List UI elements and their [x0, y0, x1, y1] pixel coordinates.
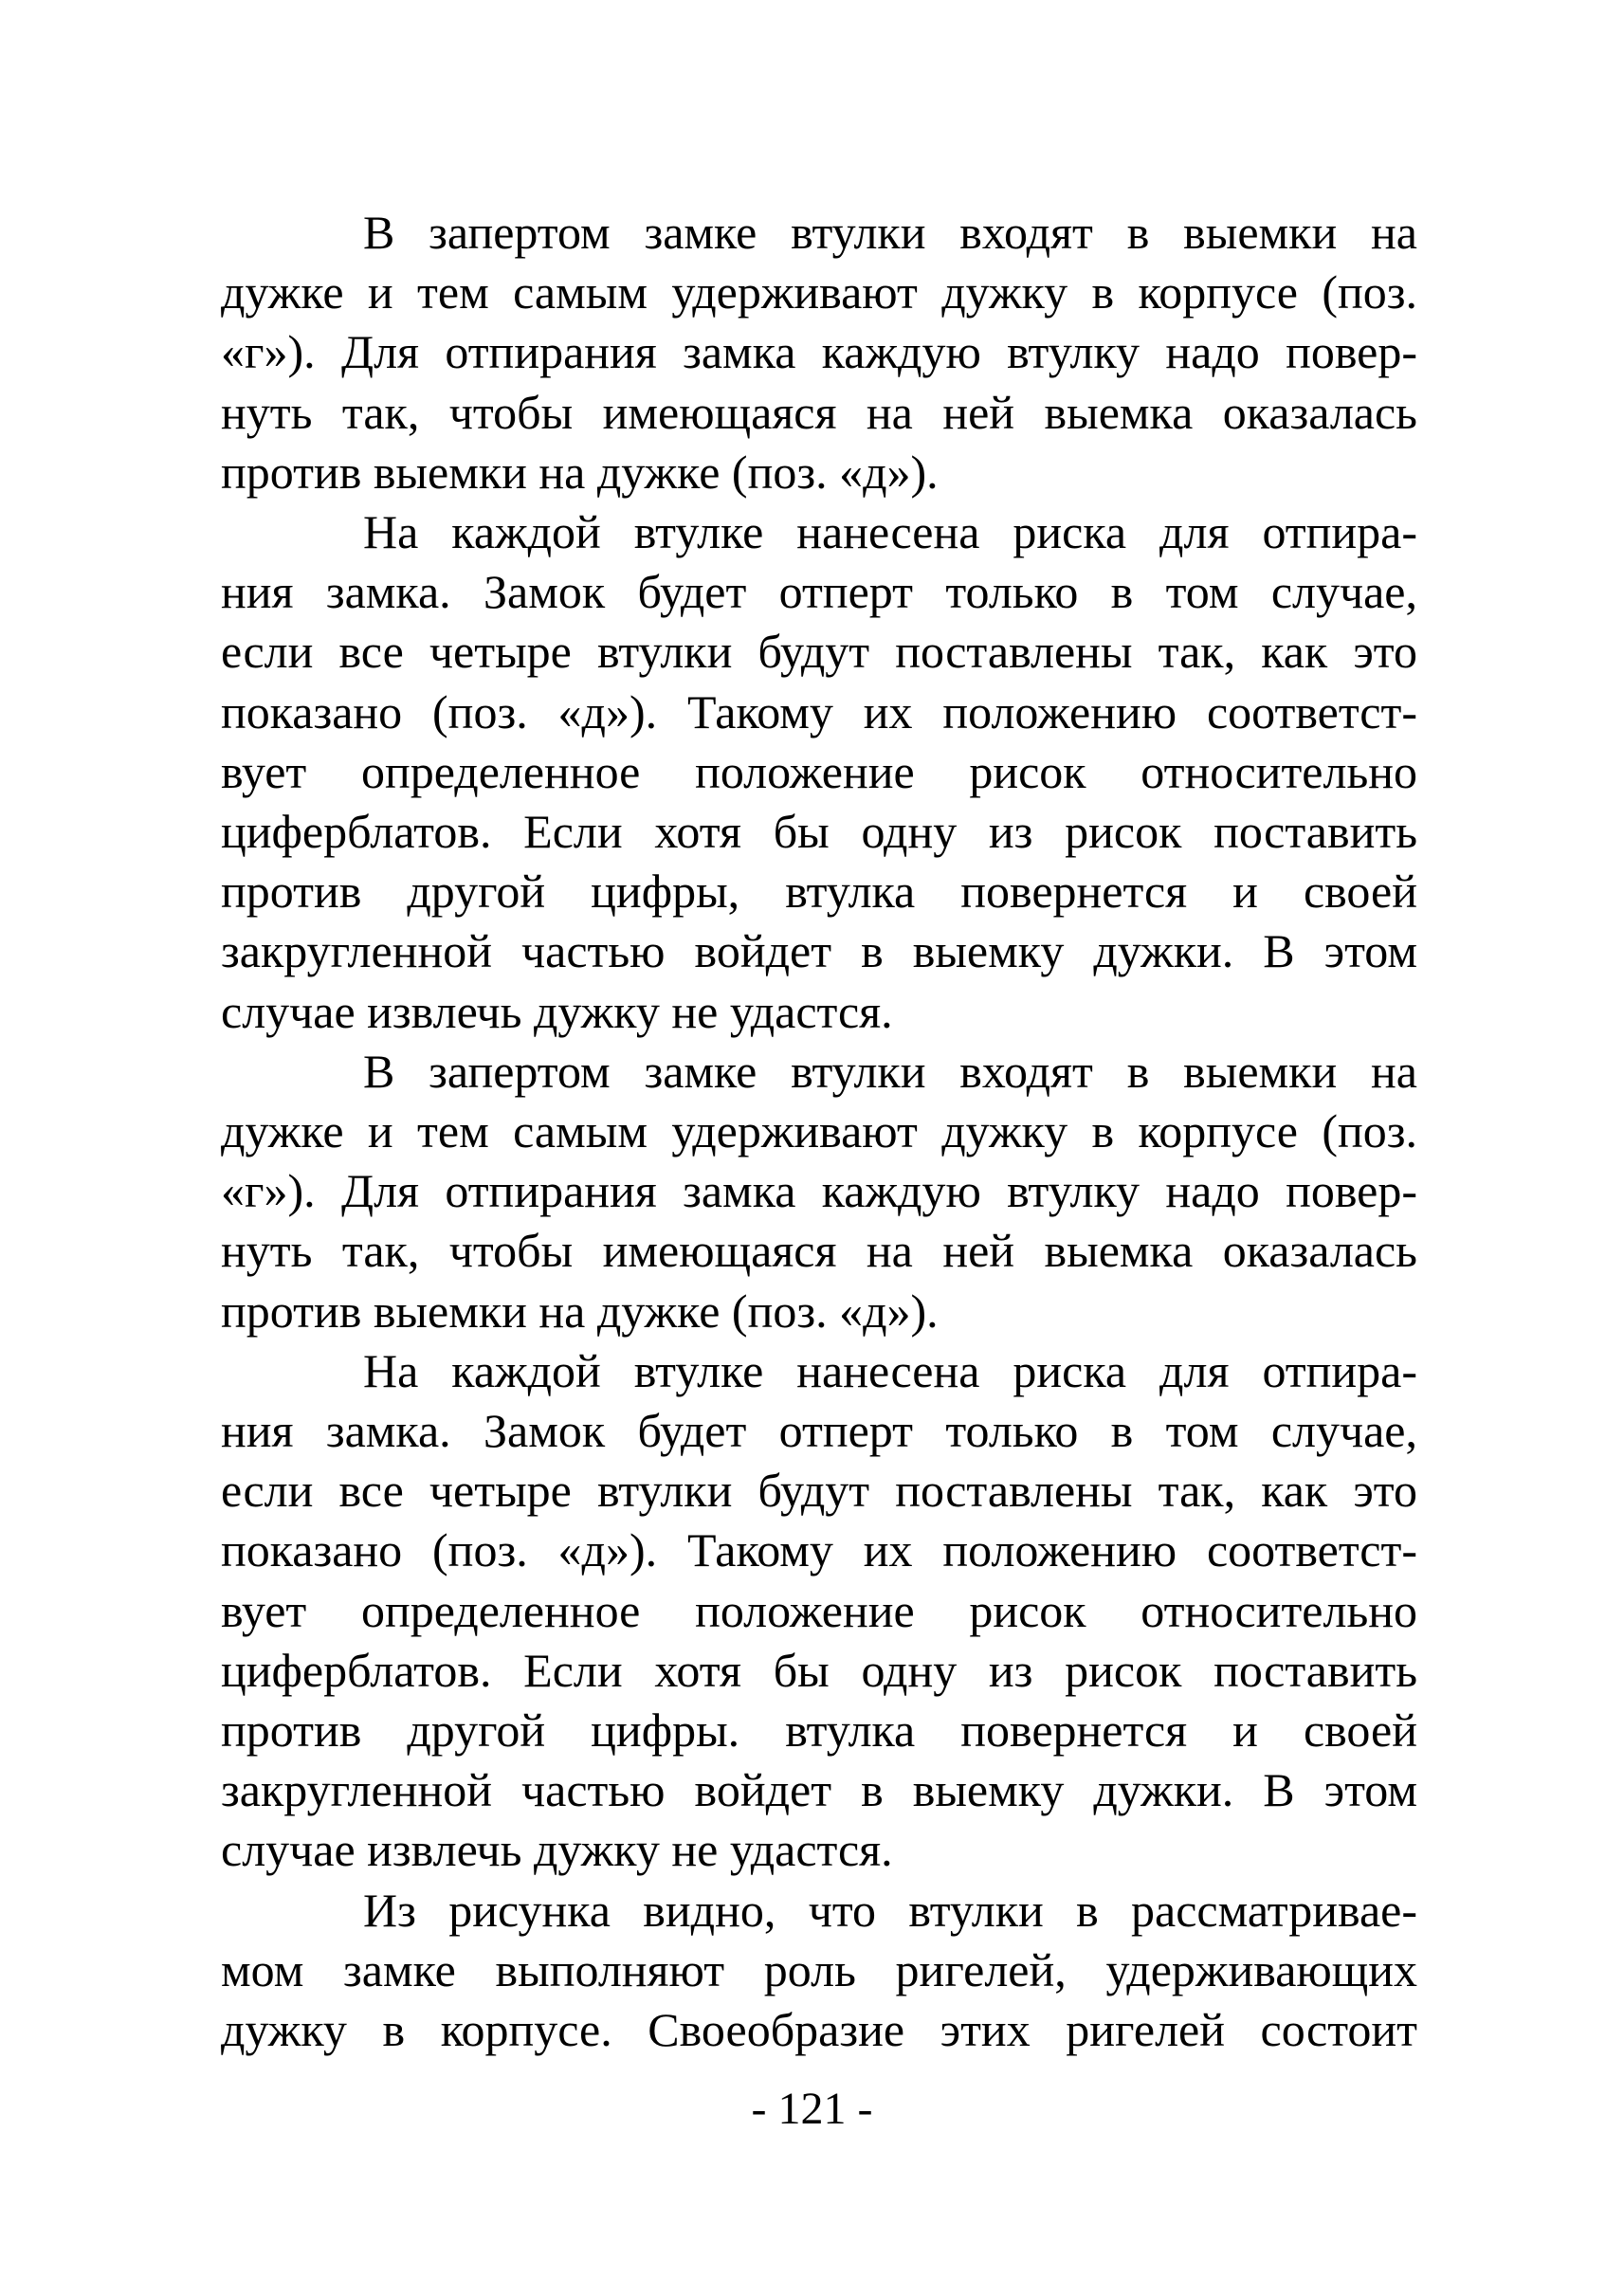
text-line: вует определенное положение рисок относительно: [221, 1583, 1417, 1637]
text-line: Из рисунка видно, что втулки в рассматривае-: [363, 1883, 1417, 1937]
text-line: закругленной частью войдет в выемку дужки. В этом: [221, 1763, 1417, 1817]
text-line: нуть так, чтобы имеющаяся на ней выемка оказалась: [221, 1224, 1417, 1278]
paragraph-4: [221, 1341, 1417, 1881]
text-line: На каждой втулке нанесена риска для отпира-: [363, 1343, 1417, 1397]
text-line: «г»). Для отпирания замка каждую втулку надо повер-: [221, 325, 1417, 379]
text-line: если все четыре втулки будут поставлены так, как это: [221, 1464, 1417, 1518]
text-line: циферблатов. Если хотя бы одну из рисок поставить: [221, 805, 1417, 859]
text-line: против выемки на дужке (поз. «д»).: [221, 445, 939, 499]
text-line: мом замке выполняют роль ригелей, удерживающих: [221, 1942, 1417, 1996]
text-line: В запертом замке втулки входят в выемки на: [363, 1044, 1417, 1098]
text-line: нуть так, чтобы имеющаяся на ней выемка оказалась: [221, 385, 1417, 439]
text-line: дужку в корпусе. Своеобразие этих ригелей состоит: [221, 2003, 1417, 2057]
text-line: В запертом замке втулки входят в выемки на: [363, 206, 1417, 259]
text-line: «г»). Для отпирания замка каждую втулку надо повер-: [221, 1164, 1417, 1218]
text-line: На каждой втулке нанесена риска для отпира-: [363, 505, 1417, 559]
text-line: если все четыре втулки будут поставлены так, как это: [221, 625, 1417, 679]
text-line: против выемки на дужке (поз. «д»).: [221, 1284, 939, 1338]
text-line: случае извлечь дужку не удастся.: [221, 1823, 893, 1877]
text-line: ния замка. Замок будет отперт только в том случае,: [221, 1404, 1417, 1458]
text-line: против другой цифры. втулка повернется и своей: [221, 1704, 1417, 1758]
page-number: - 121 -: [751, 2084, 873, 2134]
paragraph-1: [221, 203, 1417, 502]
text-line: закругленной частью войдет в выемку дужки. В этом: [221, 924, 1417, 978]
text-line: циферблатов. Если хотя бы одну из рисок поставить: [221, 1643, 1417, 1697]
text-line: вует определенное положение рисок относительно: [221, 744, 1417, 798]
paragraph-2: [221, 502, 1417, 1042]
text-line: показано (поз. «д»). Такому их положению соответст-: [221, 1523, 1417, 1577]
text-line: показано (поз. «д»). Такому их положению соответст-: [221, 684, 1417, 738]
text-line: ния замка. Замок будет отперт только в том случае,: [221, 565, 1417, 619]
text-line: против другой цифры, втулка повернется и своей: [221, 865, 1417, 919]
paragraph-3: [221, 1042, 1417, 1341]
page-body: [221, 203, 1417, 2060]
paragraph-5: [221, 1881, 1417, 2061]
text-line: дужке и тем самым удерживают дужку в корпусе (поз.: [221, 265, 1417, 319]
text-line: дужке и тем самым удерживают дужку в корпусе (поз.: [221, 1104, 1417, 1158]
text-line: случае извлечь дужку не удастся.: [221, 984, 893, 1038]
